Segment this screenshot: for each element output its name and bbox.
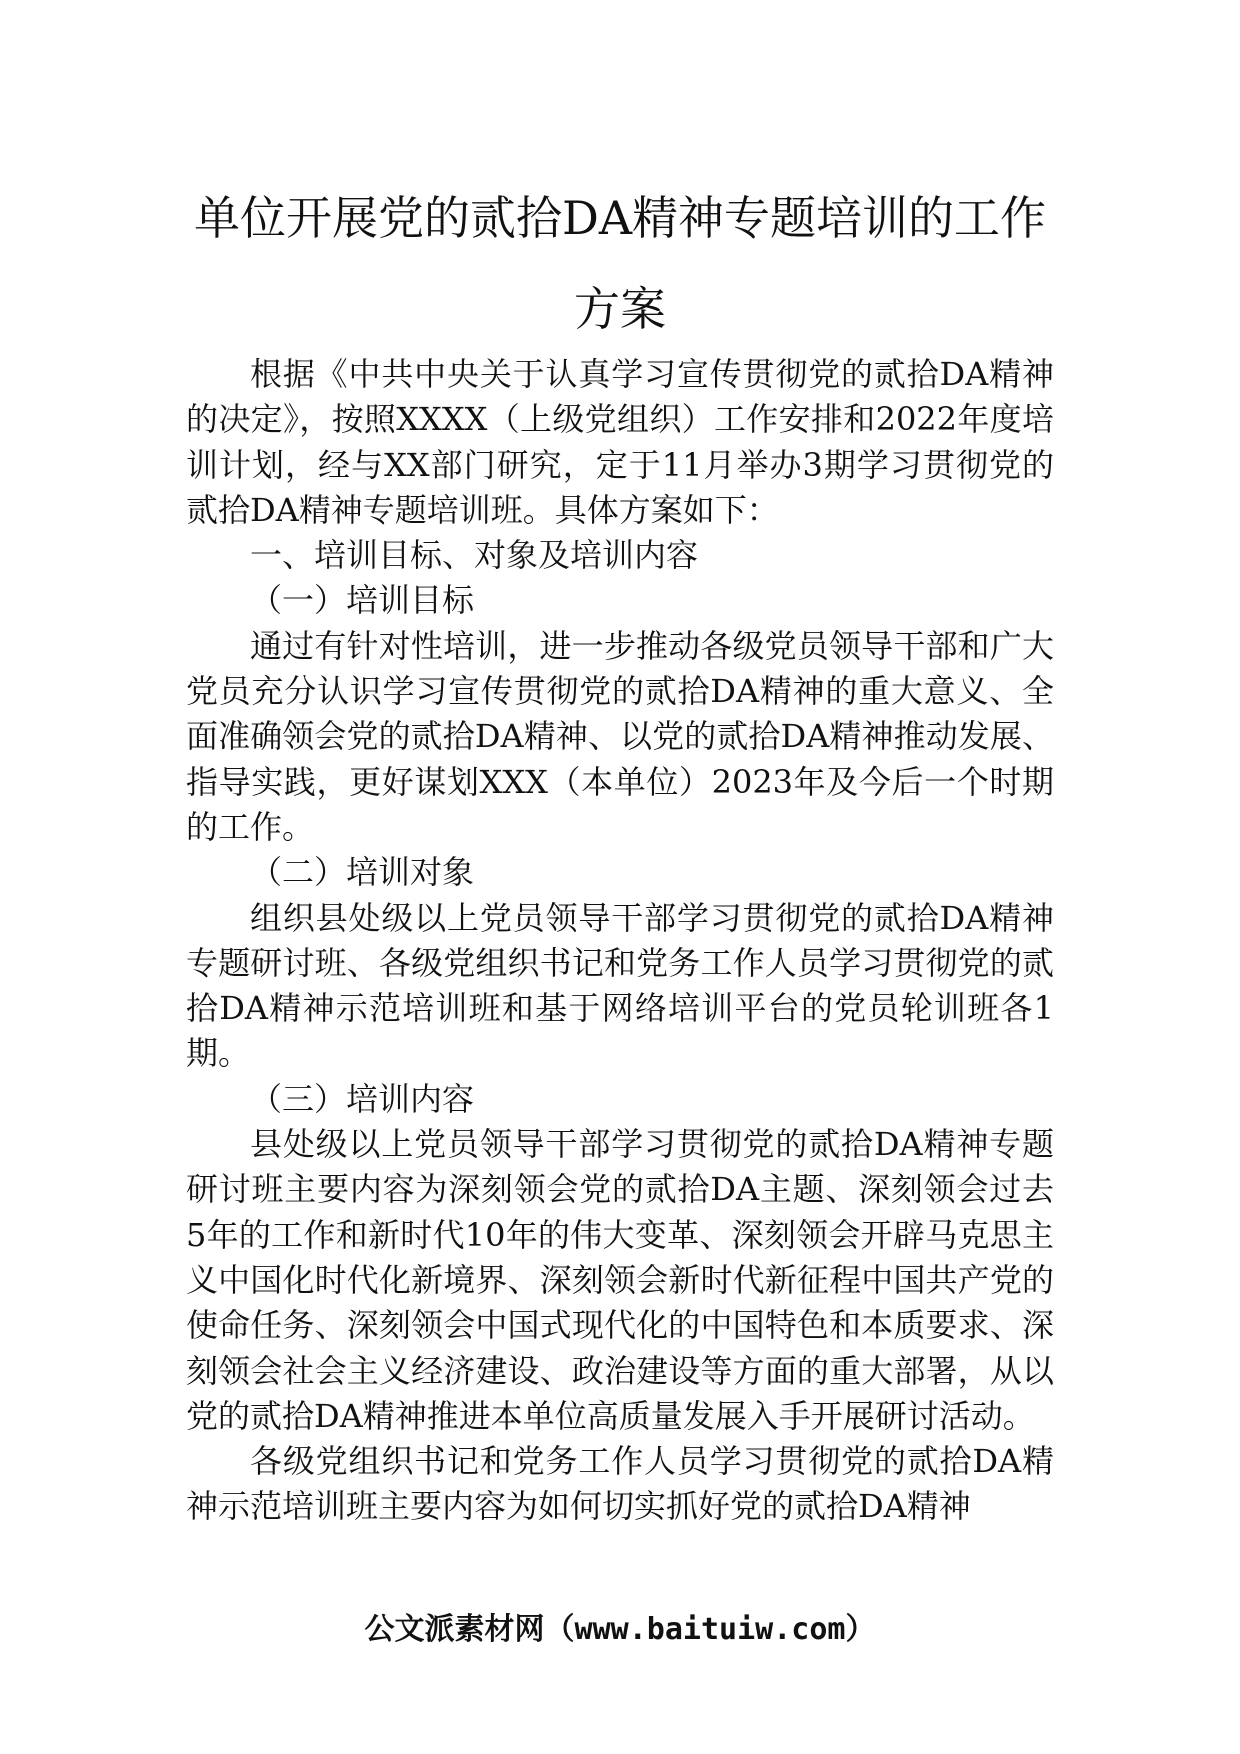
audience-paragraph: 组织县处级以上党员领导干部学习贯彻党的贰拾DA精神专题研讨班、各级党组织书记和党务工作人员学习贯彻党的贰拾DA精神示范培训班和基于网络培训平台的党员轮训班各1期。 [186, 898, 1054, 1073]
subsection-heading-audience: （二）培训对象 [250, 853, 475, 892]
document-title-line-2: 方案 [574, 282, 666, 336]
content-paragraph-2: 各级党组织书记和党务工作人员学习贯彻党的贰拾DA精神示范培训班主要内容为如何切实抓好党的贰拾DA精神 [186, 1442, 1054, 1526]
section-heading-1: 一、培训目标、对象及培训内容 [250, 536, 699, 575]
subsection-heading-goals: （一）培训目标 [250, 581, 475, 620]
document-title-line-1: 单位开展党的贰拾DA精神专题培训的工作 [193, 191, 1047, 245]
footer-site-url[interactable]: （www.baituiw.com） [544, 1612, 876, 1647]
document-body [186, 352, 1054, 1530]
intro-paragraph: 根据《中共中央关于认真学习宣传贯彻党的贰拾DA精神的决定》，按照XXXX（上级党组织）工作安排和2022年度培训计划，经与XX部门研究，定于11月举办3期学习贯彻党的贰拾DA精神专题培训班。具体方案如下： [186, 355, 1054, 529]
page-footer [0, 1610, 1240, 1650]
subsection-heading-content: （三）培训内容 [250, 1079, 475, 1118]
footer-site-name: 公文派素材网 [364, 1612, 545, 1647]
goals-paragraph: 通过有针对性培训，进一步推动各级党员领导干部和广大党员充分认识学习宣传贯彻党的贰拾DA精神的重大意义、全面准确领会党的贰拾DA精神、以党的贰拾DA精神推动发展、指导实践，更好谋划XXX（本单位）2023年及今后一个时期的工作。 [186, 626, 1054, 846]
content-paragraph-1: 县处级以上党员领导干部学习贯彻党的贰拾DA精神专题研讨班主要内容为深刻领会党的贰拾DA主题、深刻领会过去5年的工作和新时代10年的伟大变革、深刻领会开辟马克思主义中国化时代化新境界、深刻领会新时代新征程中国共产党的使命任务、深刻领会中国式现代化的中国特色和本质要求、深刻领会社会主义经济建设、政治建设等方面的重大部署，从以党的贰拾DA精神推进本单位高质量发展入手开展研讨活动。 [186, 1125, 1054, 1435]
